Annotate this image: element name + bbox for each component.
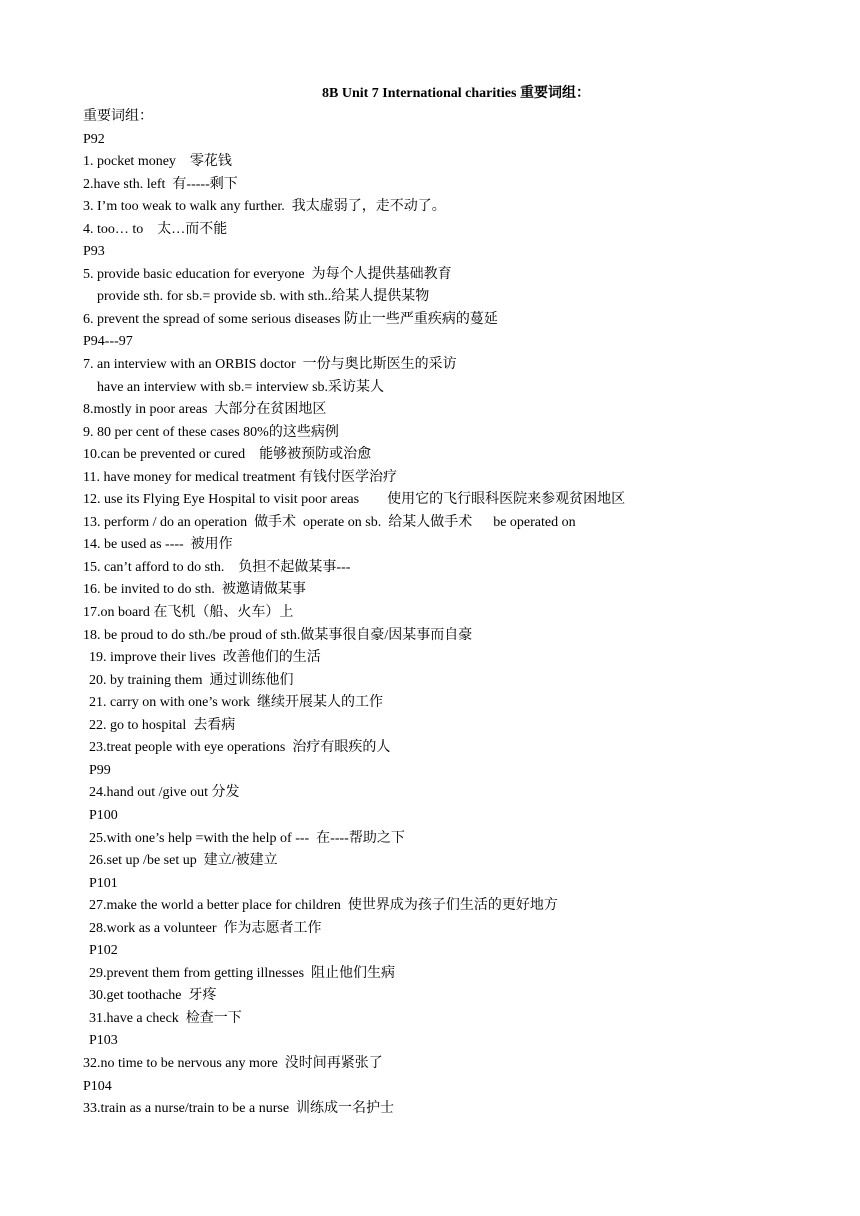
- list-item: 4. too… to 太…而不能: [83, 221, 228, 237]
- page-reference-heading: P104: [83, 1078, 112, 1094]
- page-reference-heading: P93: [83, 244, 105, 260]
- list-item: 12. use its Flying Eye Hospital to visit poor areas 使用它的飞行眼科医院来参观贫困地区: [83, 492, 626, 508]
- list-item: 23.treat people with eye operations 治疗有眼疾的人: [89, 740, 391, 756]
- list-item: 19. improve their lives 改善他们的生活: [89, 650, 321, 666]
- list-item: 30.get toothache 牙疼: [89, 988, 217, 1004]
- page-reference-heading: P99: [89, 762, 111, 778]
- list-item: 8.mostly in poor areas 大部分在贫困地区: [83, 402, 327, 418]
- list-item: 27.make the world a better place for children 使世界成为孩子们生活的更好地方: [89, 898, 558, 914]
- list-item: 32.no time to be nervous any more 没时间再紧张了: [83, 1055, 383, 1071]
- list-item: 11. have money for medical treatment 有钱付医学治疗: [83, 469, 398, 485]
- list-item: 2.have sth. left 有-----剩下: [83, 176, 238, 192]
- page-reference-heading: P92: [83, 131, 105, 147]
- list-item: 31.have a check 检查一下: [89, 1010, 242, 1026]
- list-item: 10.can be prevented or cured 能够被预防或治愈: [83, 447, 372, 463]
- list-item: 17.on board 在飞机（船、火车）上: [83, 605, 294, 621]
- section-heading: 重要词组：: [83, 109, 153, 124]
- list-item: 28.work as a volunteer 作为志愿者工作: [89, 920, 322, 936]
- list-item: 22. go to hospital 去看病: [89, 717, 236, 733]
- list-item: 33.train as a nurse/train to be a nurse 训练成一名护士: [83, 1101, 395, 1117]
- list-item: 9. 80 per cent of these cases 80%的这些病例: [83, 424, 339, 440]
- list-item: 16. be invited to do sth. 被邀请做某事: [83, 582, 306, 598]
- list-item-note: have an interview with sb.= interview sb.采访某人: [97, 379, 385, 395]
- list-item: 29.prevent them from getting illnesses 阻止他们生病: [89, 965, 396, 981]
- page-reference-heading: P102: [89, 943, 118, 959]
- phrase-list: [83, 106, 803, 1121]
- list-item: 21. carry on with one’s work 继续开展某人的工作: [89, 695, 383, 711]
- page-reference-heading: P101: [89, 875, 118, 891]
- page-reference-heading: P94---97: [83, 334, 133, 350]
- list-item: 25.with one’s help =with the help of --- 在----帮助之下: [89, 830, 405, 846]
- list-item: 6. prevent the spread of some serious diseases 防止一些严重疾病的蔓延: [83, 311, 498, 327]
- page-reference-heading: P103: [89, 1033, 118, 1049]
- page-reference-heading: P100: [89, 807, 118, 823]
- list-item: 3. I’m too weak to walk any further. 我太虚弱了，走不动了。: [83, 199, 446, 215]
- list-item: 15. can’t afford to do sth. 负担不起做某事---: [83, 559, 351, 575]
- list-item-note: provide sth. for sb.= provide sb. with sth..给某人提供某物: [97, 289, 430, 305]
- list-item: 13. perform / do an operation 做手术 operate on sb. 给某人做手术 be operated on: [83, 514, 576, 530]
- list-item: 18. be proud to do sth./be proud of sth.做某事很自豪/因某事而自豪: [83, 627, 473, 643]
- list-item: 7. an interview with an ORBIS doctor 一份与奥比斯医生的采访: [83, 357, 457, 373]
- list-item: 1. pocket money 零花钱: [83, 154, 232, 170]
- list-item: 5. provide basic education for everyone 为每个人提供基础教育: [83, 266, 452, 282]
- list-item: 14. be used as ---- 被用作: [83, 537, 233, 553]
- list-item: 20. by training them 通过训练他们: [89, 672, 294, 688]
- document-title: 8B Unit 7 International charities 重要词组：: [322, 86, 590, 101]
- list-item: 26.set up /be set up 建立/被建立: [89, 853, 278, 869]
- list-item: 24.hand out /give out 分发: [89, 785, 240, 801]
